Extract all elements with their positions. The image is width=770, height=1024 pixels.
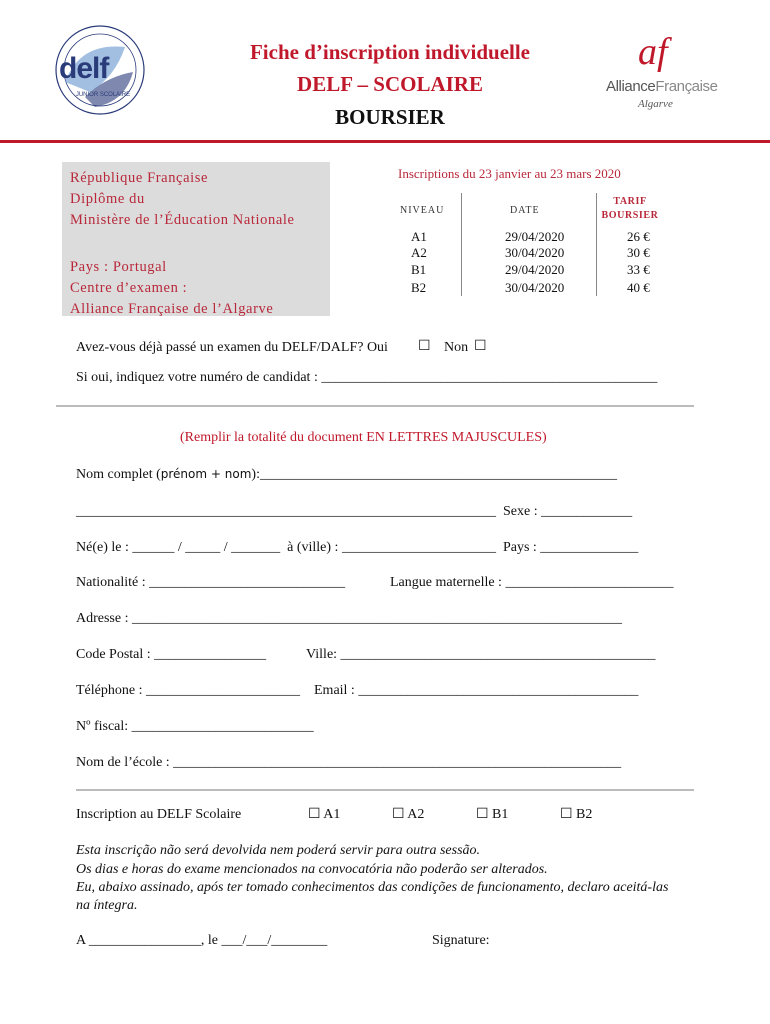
page-subtitle-boursier: BOURSIER xyxy=(335,105,445,129)
email-field[interactable]: Email : ________________________________________ xyxy=(314,683,639,698)
info-line: Diplôme du xyxy=(70,191,145,207)
delf-logo-text: delf xyxy=(59,52,109,85)
table-cell-niveau: A1 xyxy=(411,229,427,244)
non-checkbox[interactable]: ☐ xyxy=(474,339,487,354)
signature-field[interactable]: Signature: xyxy=(432,933,490,948)
table-cell-tarif: 30 € xyxy=(627,245,650,260)
page-subtitle: DELF – SCOLAIRE xyxy=(297,72,483,96)
table-cell-tarif: 40 € xyxy=(627,280,650,295)
af-city: Algarve xyxy=(638,98,673,110)
notice-line: Esta inscrição não será devolvida nem poderá servir para outra sessão. xyxy=(76,843,481,858)
table-cell-niveau: B2 xyxy=(411,280,427,295)
city-field[interactable]: Ville: _____________________________________________ xyxy=(306,647,656,662)
place-date-field[interactable]: A ________________, le ___/___/________ xyxy=(76,933,328,948)
inscription-label: Inscription au DELF Scolaire xyxy=(76,807,242,822)
school-name-field[interactable]: Nom de l’école : ________________________________________________________________ xyxy=(76,755,622,770)
table-divider xyxy=(596,193,597,296)
info-line: République Française xyxy=(70,170,209,186)
table-cell-date: 30/04/2020 xyxy=(505,280,565,295)
table-cell-niveau: B1 xyxy=(411,262,427,277)
table-cell-tarif: 33 € xyxy=(627,262,650,277)
delf-logo-subtext: JUNIOR SCOLAIRE xyxy=(75,92,131,98)
previous-exam-question: Avez-vous déjà passé un examen du DELF/DALF? Oui xyxy=(76,340,388,355)
table-cell-tarif: 26 € xyxy=(627,229,650,244)
notice-line: Eu, abaixo assinado, após ter tomado conhecimentos das condições de funcionamento, declaro aceitá-las xyxy=(76,880,669,895)
phone-field[interactable]: Téléphone : ______________________ xyxy=(76,683,300,698)
level-a2-checkbox[interactable]: ☐ A2 xyxy=(392,807,425,822)
postal-code-field[interactable]: Code Postal : ________________ xyxy=(76,647,267,662)
info-line: Ministère de l’Éducation Nationale xyxy=(70,212,295,228)
birth-date-city-country-field[interactable]: Né(e) le : ______ / _____ / _______ à (ville) : ______________________ Pays : ______________ xyxy=(76,540,639,555)
inscription-period: Inscriptions du 23 janvier au 23 mars 2020 xyxy=(398,166,621,181)
section-divider xyxy=(76,789,694,791)
level-a1-checkbox[interactable]: ☐ A1 xyxy=(308,807,341,822)
page-title: Fiche d’inscription individuelle xyxy=(249,40,531,64)
info-line: Centre d’examen : xyxy=(70,280,188,296)
table-cell-niveau: A2 xyxy=(411,245,427,260)
af-name: AllianceFrançaise xyxy=(606,78,718,95)
col-header-niveau: NIVEAU xyxy=(400,205,445,216)
info-line: Alliance Française de l’Algarve xyxy=(70,301,274,317)
info-line: Pays : Portugal xyxy=(70,259,167,275)
table-cell-date: 29/04/2020 xyxy=(505,262,565,277)
tax-number-field[interactable]: Nº fiscal: __________________________ xyxy=(76,719,314,734)
level-b1-checkbox[interactable]: ☐ B1 xyxy=(476,807,509,822)
col-header-date: DATE xyxy=(510,205,540,216)
col-header-tarif: TARIF BOURSIER xyxy=(601,196,659,221)
candidate-number-field[interactable]: Si oui, indiquez votre numéro de candidat : ________________________________________________ xyxy=(76,370,658,385)
full-name-field[interactable]: Nom complet (prénom + nom):___________________________________________________ xyxy=(76,467,617,482)
oui-checkbox[interactable]: ☐ xyxy=(418,339,431,354)
notice-line: na íntegra. xyxy=(76,898,138,913)
table-cell-date: 29/04/2020 xyxy=(505,229,565,244)
address-field[interactable]: Adresse : ______________________________________________________________________ xyxy=(76,611,622,626)
table-divider xyxy=(461,193,462,296)
nationality-field[interactable]: Nationalité : ____________________________ xyxy=(76,575,346,590)
non-label: Non xyxy=(444,340,469,355)
header-divider xyxy=(0,140,770,143)
mother-tongue-field[interactable]: Langue maternelle : ________________________ xyxy=(390,575,674,590)
notice-line: Os dias e horas do exame mencionados na convocatória não poderão ser alterados. xyxy=(76,862,548,877)
table-cell-date: 30/04/2020 xyxy=(505,245,565,260)
instruction-note: (Remplir la totalité du document EN LETTRES MAJUSCULES) xyxy=(180,430,547,445)
section-divider xyxy=(56,405,694,407)
name-continuation-sex-field[interactable]: ____________________________________________________________ Sexe : _____________ xyxy=(76,504,633,519)
af-mark: af xyxy=(638,31,668,73)
delf-logo xyxy=(45,22,155,122)
level-b2-checkbox[interactable]: ☐ B2 xyxy=(560,807,593,822)
